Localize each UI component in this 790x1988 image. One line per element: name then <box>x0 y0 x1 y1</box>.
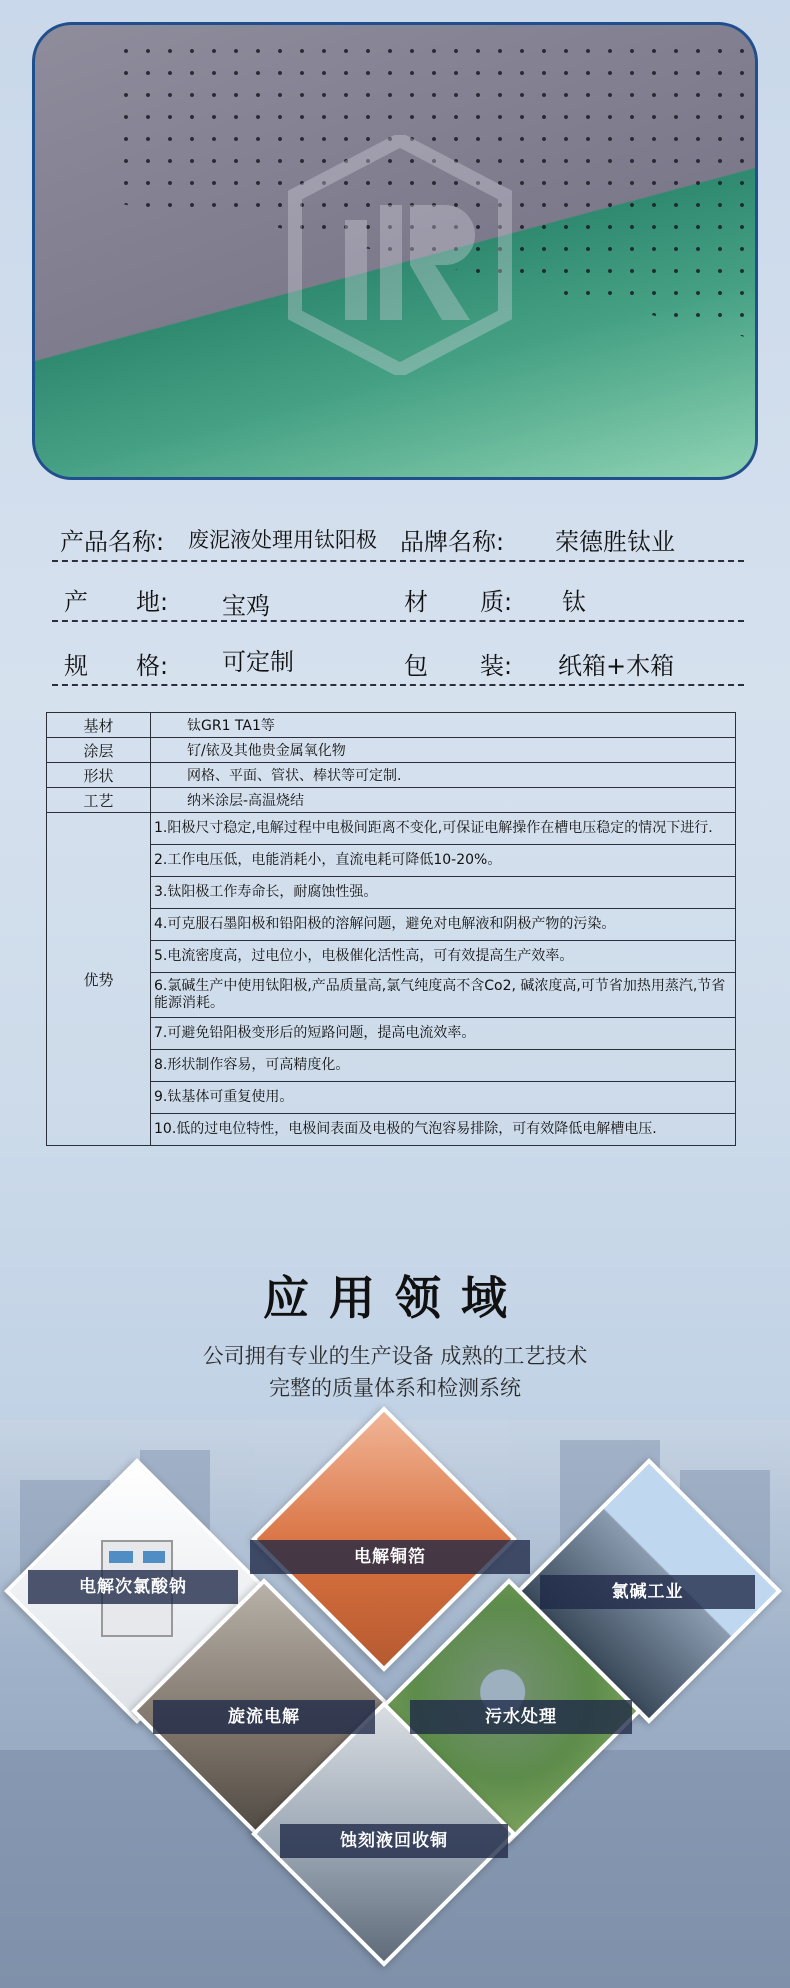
application-subtitle-2: 完整的质量体系和检测系统 <box>269 1376 521 1400</box>
origin-label-1: 产 <box>64 588 88 616</box>
watermark-logo-icon <box>285 135 515 375</box>
spec-label-1: 规 <box>64 652 88 680</box>
material-label-2: 质: <box>480 588 513 616</box>
table-key: 工艺 <box>47 788 151 813</box>
advantage-item: 1.阳极尺寸稳定,电解过程中电极间距离不变化,可保证电解操作在槽电压稳定的情况下进行. <box>151 813 736 845</box>
tile-label-etching-copper: 蚀刻液回收铜 <box>280 1824 508 1858</box>
advantage-item: 2.工作电压低，电能消耗小，直流电耗可降低10-20%。 <box>151 845 736 877</box>
tile-label-sewage: 污水处理 <box>410 1700 632 1734</box>
advantage-item: 6.氯碱生产中使用钛阳极,产品质量高,氯气纯度高不含Co2, 碱浓度高,可节省加热用蒸汽,节省能源消耗。 <box>151 973 736 1018</box>
package-label-1: 包 <box>404 652 428 680</box>
table-row <box>47 788 736 813</box>
product-name-label: 产品名称: <box>60 528 165 556</box>
package-value: 纸箱+木箱 <box>558 652 675 680</box>
photo-frame <box>32 22 758 480</box>
table-row <box>47 1050 736 1082</box>
advantage-item: 3.钛阳极工作寿命长，耐腐蚀性强。 <box>151 877 736 909</box>
tile-label-cyclone-electrolysis: 旋流电解 <box>153 1700 375 1734</box>
advantage-item: 7.可避免铅阳极变形后的短路问题，提高电流效率。 <box>151 1018 736 1050</box>
package-label-2: 装: <box>480 652 513 680</box>
table-value: 钌/铱及其他贵金属氧化物 <box>151 738 736 763</box>
table-row <box>47 941 736 973</box>
tile-label-sodium-hypochlorite: 电解次氯酸钠 <box>28 1570 238 1604</box>
advantage-item: 4.可克服石墨阳极和铅阳极的溶解问题，避免对电解液和阴极产物的污染。 <box>151 909 736 941</box>
advantage-key: 优势 <box>47 813 151 1146</box>
table-row <box>47 713 736 738</box>
origin-label-2: 地: <box>136 588 169 616</box>
advantage-item: 9.钛基体可重复使用。 <box>151 1082 736 1114</box>
table-row <box>47 845 736 877</box>
spec-table <box>46 712 736 1146</box>
hero-product-photo <box>32 22 758 480</box>
application-subtitle-1: 公司拥有专业的生产设备 成熟的工艺技术 <box>202 1344 588 1368</box>
table-value: 钛GR1 TA1等 <box>151 713 736 738</box>
table-row <box>47 738 736 763</box>
brand-value: 荣德胜钛业 <box>555 528 675 556</box>
table-key: 涂层 <box>47 738 151 763</box>
table-row <box>47 877 736 909</box>
origin-value: 宝鸡 <box>222 592 270 620</box>
tile-label-chlor-alkali: 氯碱工业 <box>540 1575 755 1609</box>
table-row <box>47 763 736 788</box>
spec-row-origin-material <box>52 572 744 622</box>
table-row <box>47 909 736 941</box>
advantage-item: 8.形状制作容易，可高精度化。 <box>151 1050 736 1082</box>
material-value: 钛 <box>562 588 586 616</box>
table-row <box>47 973 736 1018</box>
advantage-item: 5.电流密度高，过电位小，电极催化活性高，可有效提高生产效率。 <box>151 941 736 973</box>
table-row <box>47 1082 736 1114</box>
table-row <box>47 1114 736 1146</box>
tile-label-copper-foil: 电解铜箔 <box>250 1540 530 1574</box>
table-key: 形状 <box>47 763 151 788</box>
spec-value: 可定制 <box>222 648 294 676</box>
material-label-1: 材 <box>404 588 428 616</box>
brand-label: 品牌名称: <box>400 528 505 556</box>
application-title: 应用领域 <box>263 1271 527 1325</box>
spec-row-spec-package <box>52 636 744 686</box>
advantage-item: 10.低的过电位特性，电极间表面及电极的气泡容易排除，可有效降低电解槽电压. <box>151 1114 736 1146</box>
table-value: 网格、平面、管状、棒状等可定制. <box>151 763 736 788</box>
table-key: 基材 <box>47 713 151 738</box>
product-name-value: 废泥液处理用钛阳极 <box>188 528 377 552</box>
spec-row-name-brand <box>52 512 744 562</box>
spec-label-2: 格: <box>136 652 169 680</box>
table-value: 纳米涂层-高温烧结 <box>151 788 736 813</box>
table-row <box>47 813 736 845</box>
table-row <box>47 1018 736 1050</box>
